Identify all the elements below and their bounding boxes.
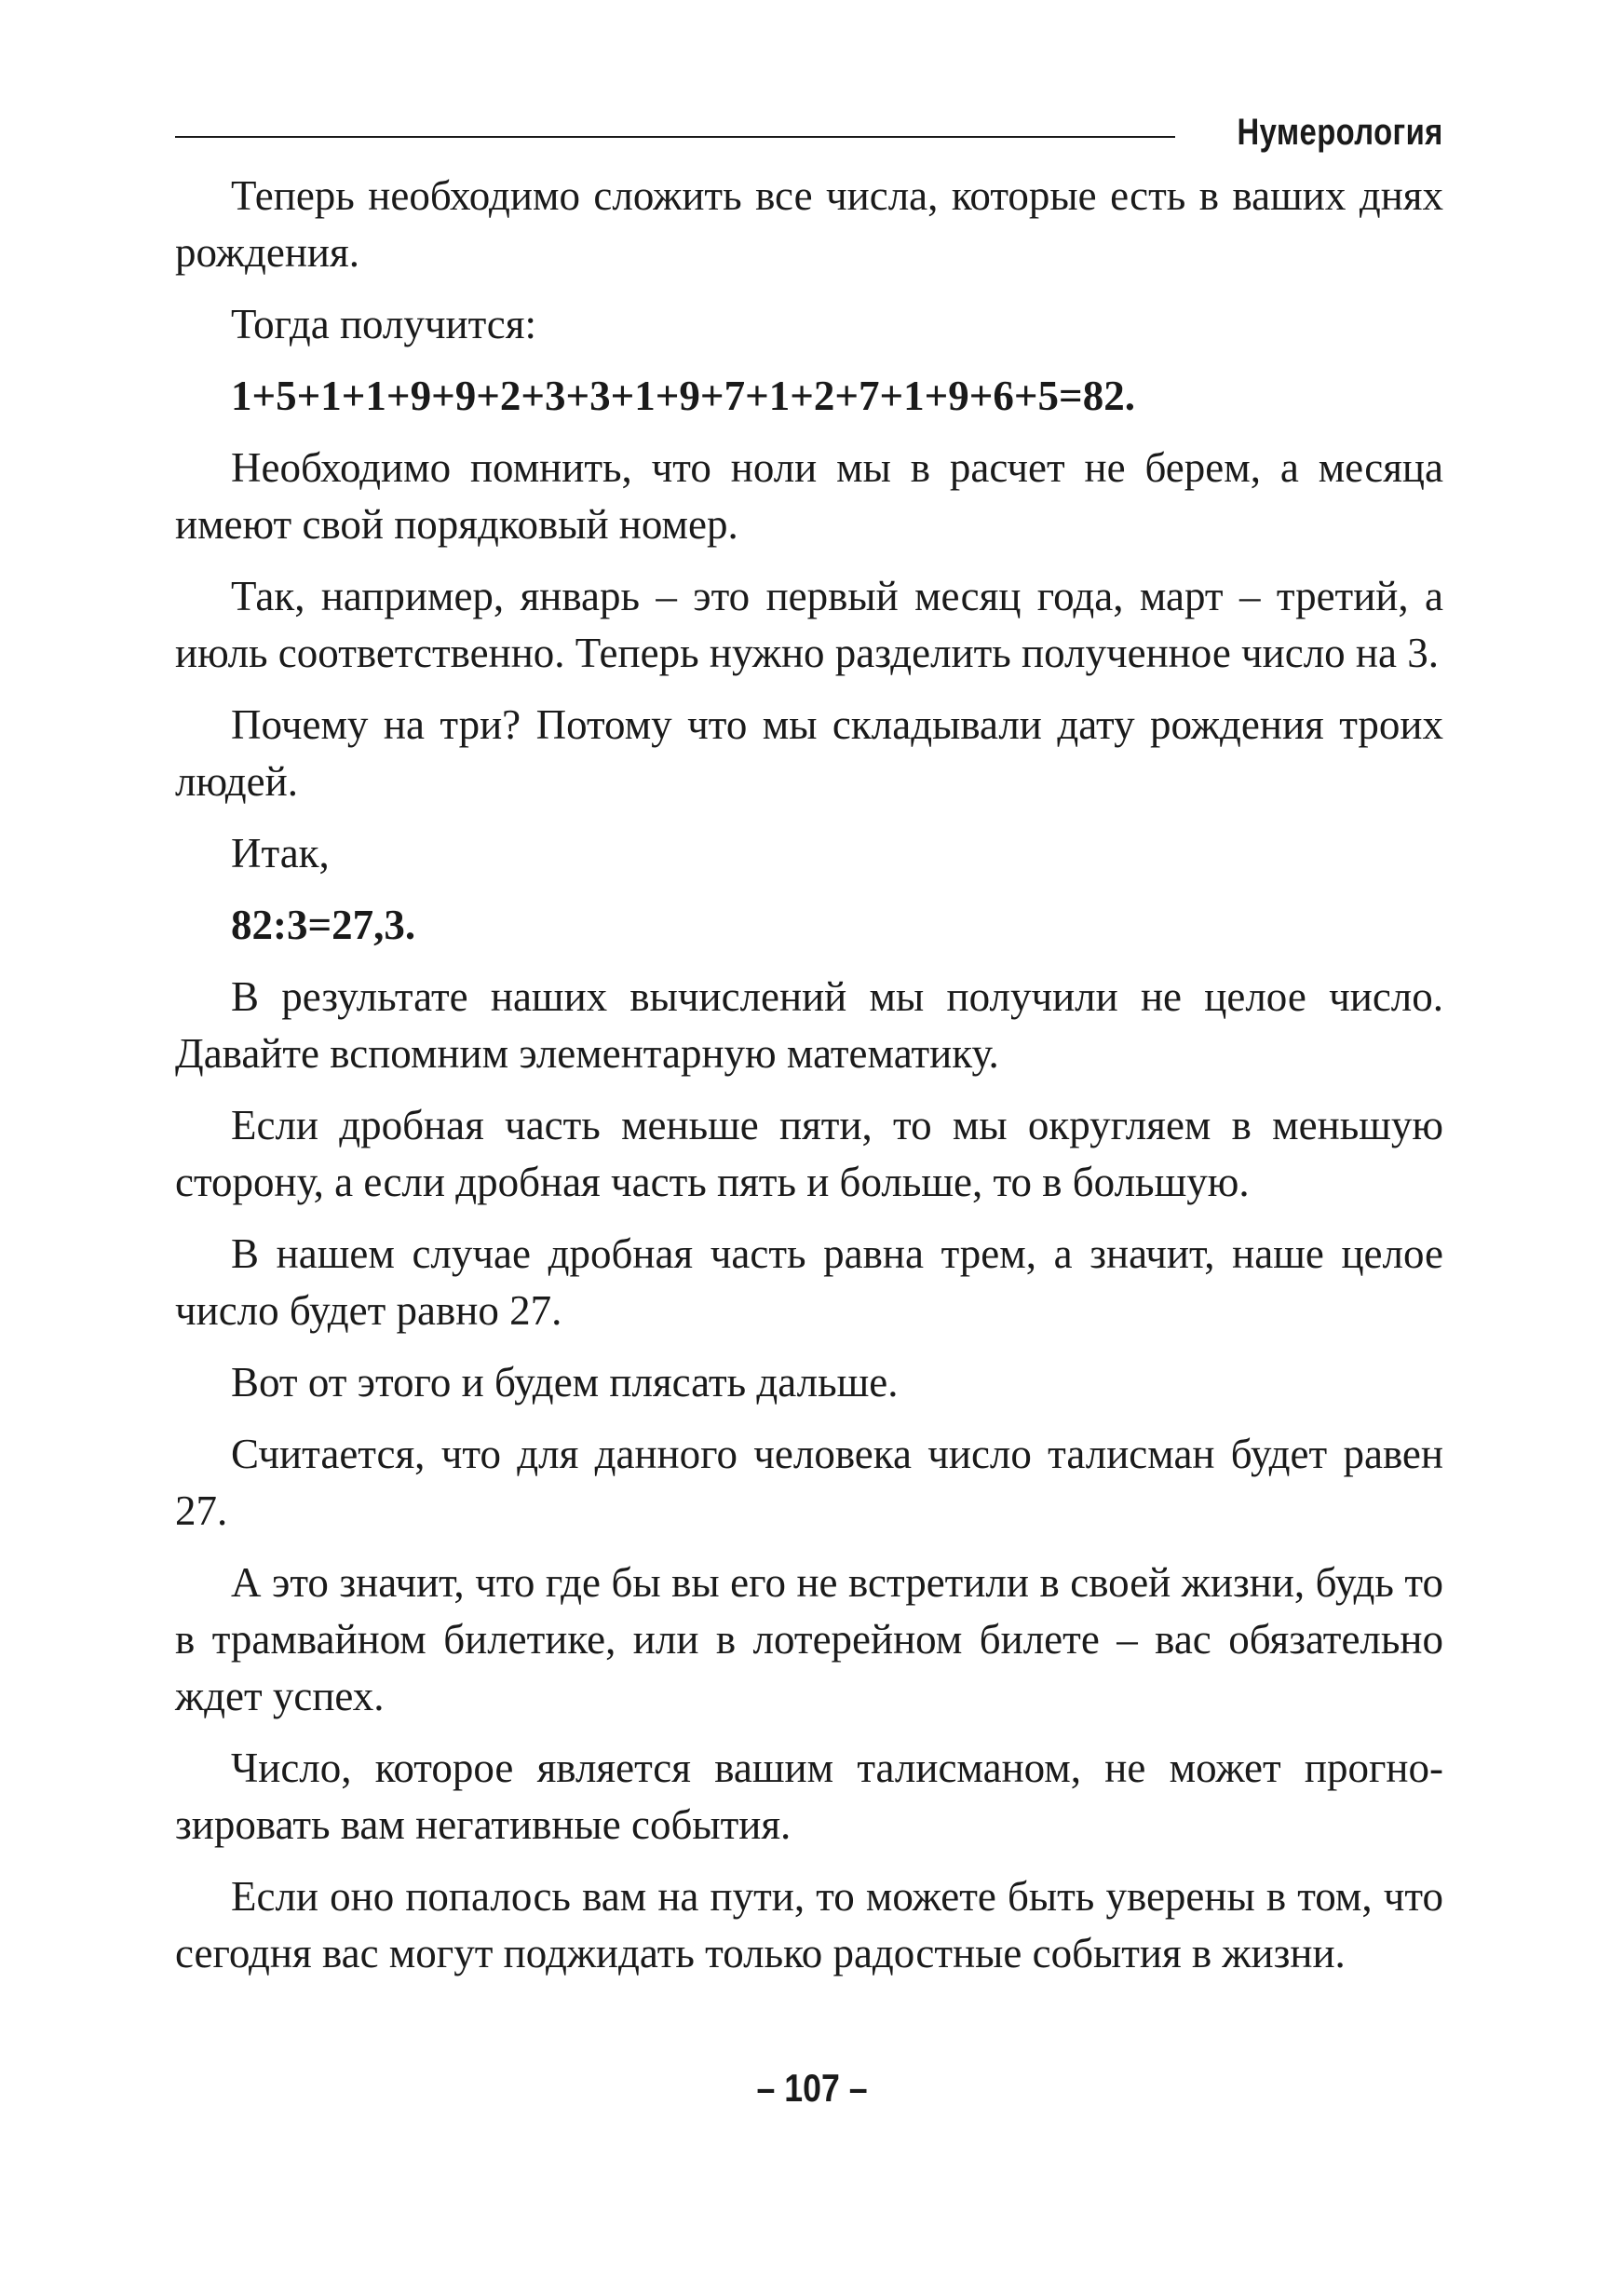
- paragraph: Итак,: [231, 830, 330, 876]
- paragraph: Если оно попалось вам на пути, то можете быть уверены в том, что сегодня вас могут поджидать только радостные события в жизни.: [175, 1873, 1443, 1976]
- page-body: [175, 168, 1443, 1997]
- page-footer: [0, 2066, 1624, 2111]
- running-header: [175, 104, 1443, 160]
- paragraph: Тогда получится:: [231, 301, 536, 347]
- paragraph: В результате наших вычислений мы получили не целое число. Давайте вспомним элементарную математику.: [175, 973, 1443, 1077]
- paragraph: А это значит, что где бы вы его не встретили в своей жизни, будь то в трамвайном билетике, или в лотерейном билете – вас обязательно ждет успех.: [175, 1559, 1443, 1719]
- paragraph: Если дробная часть меньше пяти, то мы округляем в меньшую сторону, а если дробная часть пять и больше, то в большую.: [175, 1102, 1443, 1205]
- page-number: – 107 –: [756, 2066, 868, 2110]
- paragraph: Число, которое является вашим талисманом, не может прогнозировать вам негативные события.: [175, 1745, 1443, 1848]
- paragraph: Считается, что для данного человека число талисман будет равен 27.: [175, 1431, 1443, 1534]
- formula-division: 82:3=27,3.: [231, 902, 416, 948]
- paragraph: Теперь необходимо сложить все числа, которые есть в ваших днях рождения.: [175, 172, 1443, 276]
- paragraph: В нашем случае дробная часть равна трем, а значит, наше целое число будет равно 27.: [175, 1230, 1443, 1334]
- paragraph: Так, например, январь – это первый месяц года, март – третий, а июль соответственно. Теперь нужно разделить полученное число на 3.: [175, 573, 1443, 676]
- header-title: Нумерология: [1237, 111, 1443, 153]
- paragraph: Вот от этого и будем плясать дальше.: [231, 1359, 899, 1406]
- header-rule: [175, 136, 1175, 138]
- formula-sum: 1+5+1+1+9+9+2+3+3+1+9+7+1+2+7+1+9+6+5=82.: [231, 373, 1135, 419]
- paragraph: Почему на три? Потому что мы складывали дату рождения троих людей.: [175, 701, 1443, 805]
- paragraph: Необходимо помнить, что ноли мы в расчет не берем, а месяца имеют свой порядковый номер.: [175, 444, 1443, 548]
